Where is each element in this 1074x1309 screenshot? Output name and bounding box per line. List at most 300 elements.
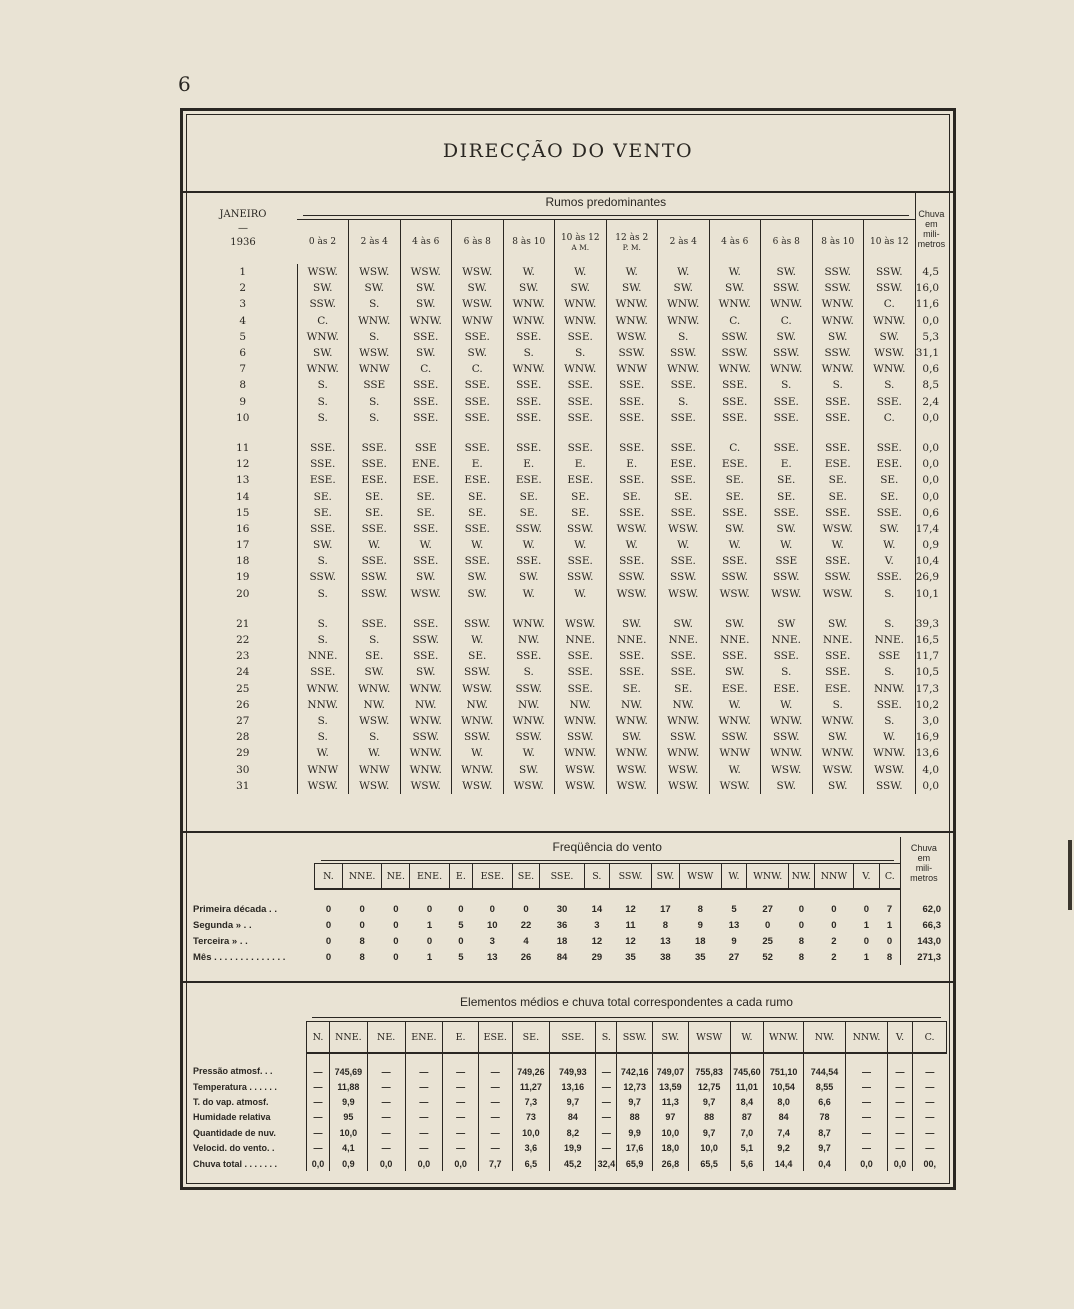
- direction-cell: SSE.: [452, 410, 504, 426]
- direction-cell: SW.: [297, 345, 349, 361]
- direction-cell: SSW.: [503, 681, 555, 697]
- direction-cell: S.: [297, 632, 349, 648]
- element-cell: 8,7: [804, 1125, 846, 1140]
- direction-cell: WSW.: [812, 586, 864, 602]
- element-cell: 11,27: [512, 1079, 550, 1094]
- direction-cell: SW.: [400, 664, 452, 680]
- direction-cell: NW.: [503, 697, 555, 713]
- direction-cell: S.: [812, 377, 864, 393]
- element-cell: 0,0: [405, 1156, 443, 1171]
- direction-cell: S.: [864, 664, 916, 680]
- direction-cell: WNW.: [761, 713, 813, 729]
- gap-cell: [915, 426, 947, 440]
- element-cell: 10,0: [512, 1125, 550, 1140]
- direction-cell: SSW.: [452, 729, 504, 745]
- element-cell: 9,9: [330, 1094, 368, 1109]
- direction-column-header: SSW.: [610, 864, 652, 890]
- direction-cell: W.: [606, 264, 658, 280]
- direction-cell: W.: [864, 729, 916, 745]
- day-cell: 16: [189, 521, 297, 537]
- frequency-cell: 0: [393, 919, 399, 931]
- direction-column-header: SE.: [512, 1022, 550, 1054]
- row-label: Terceira » . .: [193, 935, 248, 947]
- table-row: [189, 729, 947, 745]
- direction-cell: SSW.: [761, 345, 813, 361]
- rain-header-line: em: [925, 218, 938, 229]
- rain-cell: 0,0: [922, 458, 940, 471]
- direction-cell: WNW.: [297, 361, 349, 377]
- group-header-elements: Elementos médios e chuva total correspondentes a cada rumo: [460, 995, 793, 1009]
- frequency-cell: 0: [458, 935, 464, 947]
- element-cell: 78: [804, 1110, 846, 1125]
- direction-cell: SSE.: [349, 553, 401, 569]
- direction-cell: SSE.: [761, 505, 813, 521]
- direction-cell: SSW.: [658, 729, 710, 745]
- direction-cell: WNW: [349, 361, 401, 377]
- direction-cell: SW.: [400, 345, 452, 361]
- direction-cell: SSE.: [606, 472, 658, 488]
- direction-cell: NW.: [452, 697, 504, 713]
- direction-cell: WSW.: [503, 778, 555, 794]
- hour-header-line: 4 às 6: [721, 237, 749, 247]
- element-cell: 10,0: [653, 1125, 689, 1140]
- direction-cell: SSE.: [606, 377, 658, 393]
- row-label: Chuva total . . . . . . .: [193, 1158, 278, 1169]
- direction-cell: WNW: [349, 761, 401, 777]
- direction-cell: WSW.: [864, 761, 916, 777]
- hour-column-header: [297, 220, 349, 265]
- rain-cell: 3,0: [922, 714, 940, 727]
- direction-cell: ENE.: [400, 456, 452, 472]
- direction-cell: SSE.: [555, 394, 607, 410]
- direction-cell: S.: [297, 410, 349, 426]
- direction-cell: SSW.: [555, 569, 607, 585]
- direction-cell: C.: [761, 313, 813, 329]
- element-cell: 9,7: [688, 1125, 730, 1140]
- direction-cell: SSE: [864, 648, 916, 664]
- day-cell: 14: [189, 488, 297, 504]
- day-cell: 8: [189, 377, 297, 393]
- direction-cell: WNW.: [606, 713, 658, 729]
- day-cell: 26: [189, 697, 297, 713]
- direction-column-header: N.: [306, 1022, 329, 1054]
- direction-cell: WSW.: [658, 521, 710, 537]
- group-brace: [297, 211, 915, 220]
- direction-cell: SW.: [452, 345, 504, 361]
- direction-cell: SW.: [812, 778, 864, 794]
- direction-cell: SSW.: [606, 345, 658, 361]
- element-cell: —: [846, 1079, 888, 1094]
- direction-cell: SSW.: [297, 569, 349, 585]
- blank-corner: [189, 991, 306, 1013]
- direction-cell: SSW.: [658, 345, 710, 361]
- element-cell: —: [596, 1110, 617, 1125]
- day-cell: 6: [189, 345, 297, 361]
- hour-column-header: [349, 220, 401, 265]
- direction-cell: SSE.: [400, 410, 452, 426]
- row-label: Temperatura . . . . . .: [193, 1081, 277, 1092]
- rain-cell: 16,0: [915, 282, 940, 295]
- frequency-cell: 27: [728, 951, 740, 963]
- element-cell: —: [913, 1094, 947, 1109]
- day-cell: 2: [189, 280, 297, 296]
- direction-cell: SSE.: [606, 394, 658, 410]
- direction-cell: SE.: [606, 681, 658, 697]
- blank-corner: [189, 1013, 306, 1022]
- frequency-cell: 12: [625, 904, 636, 915]
- direction-cell: SSE.: [555, 681, 607, 697]
- direction-column-header: V.: [887, 1022, 912, 1054]
- direction-cell: S.: [864, 713, 916, 729]
- element-cell: 0,0: [846, 1156, 888, 1171]
- direction-cell: WNW.: [503, 616, 555, 632]
- table-row: [189, 410, 947, 426]
- direction-column-header: N.: [315, 864, 343, 890]
- element-cell: 9,7: [617, 1094, 653, 1109]
- element-cell: —: [443, 1141, 479, 1156]
- direction-cell: WSW.: [812, 521, 864, 537]
- element-cell: 11,01: [730, 1079, 764, 1094]
- direction-cell: SSW.: [400, 729, 452, 745]
- element-cell: —: [913, 1141, 947, 1156]
- direction-cell: W.: [709, 697, 761, 713]
- direction-cell: SSE.: [606, 505, 658, 521]
- hour-header-line: 10 às 12: [869, 237, 909, 247]
- direction-cell: WSW.: [555, 616, 607, 632]
- rain-cell: 0,0: [922, 474, 940, 487]
- direction-cell: WSW.: [606, 761, 658, 777]
- element-cell: 742,16: [617, 1053, 653, 1079]
- direction-cell: SSE.: [400, 616, 452, 632]
- frequency-cell: 2: [831, 935, 837, 947]
- element-cell: 65,5: [688, 1156, 730, 1171]
- direction-cell: WNW.: [349, 313, 401, 329]
- frequency-cell: 0: [393, 935, 399, 947]
- direction-cell: SSW.: [658, 569, 710, 585]
- direction-cell: SSE.: [812, 505, 864, 521]
- element-cell: 00,: [913, 1156, 947, 1171]
- direction-cell: S.: [761, 664, 813, 680]
- element-cell: —: [405, 1079, 443, 1094]
- page-title: DIRECÇÃO DO VENTO: [183, 111, 953, 193]
- row-label: T. do vap. atmosf.: [193, 1097, 269, 1108]
- table-row: [189, 889, 947, 917]
- direction-cell: SSW.: [349, 586, 401, 602]
- table-row: [189, 1110, 947, 1125]
- direction-cell: WSW.: [761, 586, 813, 602]
- direction-cell: WSW.: [812, 761, 864, 777]
- direction-cell: WNW.: [606, 313, 658, 329]
- direction-cell: SE.: [503, 505, 555, 521]
- element-cell: —: [887, 1141, 912, 1156]
- day-cell: 9: [189, 394, 297, 410]
- rain-cell: 4,5: [922, 266, 940, 279]
- decade-gap: [189, 602, 947, 616]
- direction-cell: ESE.: [503, 472, 555, 488]
- frequency-cell: 0: [863, 904, 870, 915]
- direction-cell: SSE.: [709, 553, 761, 569]
- direction-cell: SW.: [658, 616, 710, 632]
- direction-cell: SSW.: [297, 296, 349, 312]
- direction-cell: W.: [503, 745, 555, 761]
- direction-cell: SSE.: [349, 521, 401, 537]
- direction-cell: W.: [349, 537, 401, 553]
- element-cell: —: [596, 1141, 617, 1156]
- direction-cell: S.: [297, 713, 349, 729]
- element-cell: 9,7: [804, 1141, 846, 1156]
- direction-cell: W.: [709, 264, 761, 280]
- direction-cell: SSE.: [709, 394, 761, 410]
- element-cell: —: [478, 1125, 512, 1140]
- direction-cell: SSE.: [606, 410, 658, 426]
- direction-cell: S.: [349, 729, 401, 745]
- direction-cell: C.: [400, 361, 452, 377]
- frequency-cell: 14: [591, 904, 603, 915]
- table-row: [189, 949, 947, 965]
- element-cell: 0,4: [804, 1156, 846, 1171]
- element-cell: 6,5: [512, 1156, 550, 1171]
- element-cell: 87: [730, 1110, 764, 1125]
- rain-cell: 17,3: [915, 682, 940, 695]
- direction-cell: SSE.: [297, 521, 349, 537]
- direction-cell: SSW.: [400, 632, 452, 648]
- direction-cell: S.: [349, 329, 401, 345]
- direction-cell: SSW.: [452, 616, 504, 632]
- direction-cell: ESE.: [555, 472, 607, 488]
- element-cell: 7,3: [512, 1094, 550, 1109]
- element-cell: 8,2: [550, 1125, 596, 1140]
- direction-cell: SE.: [349, 648, 401, 664]
- table-row: [189, 1094, 947, 1109]
- direction-cell: SSW.: [761, 729, 813, 745]
- direction-cell: SSE.: [864, 440, 916, 456]
- direction-cell: ESE.: [812, 681, 864, 697]
- frequency-cell: 9: [731, 935, 737, 947]
- direction-column-header: NNE.: [330, 1022, 368, 1054]
- direction-column-header: C.: [879, 864, 900, 890]
- rain-cell: 10,2: [915, 698, 940, 711]
- gap-cell: [606, 426, 658, 440]
- element-cell: —: [846, 1053, 888, 1079]
- element-cell: 26,8: [653, 1156, 689, 1171]
- element-cell: —: [443, 1053, 479, 1079]
- direction-cell: WNW.: [452, 713, 504, 729]
- direction-cell: C.: [452, 361, 504, 377]
- predominant-directions-table: [189, 193, 947, 794]
- direction-cell: SSE.: [812, 664, 864, 680]
- direction-cell: SSW.: [709, 329, 761, 345]
- direction-cell: W.: [658, 264, 710, 280]
- hour-column-header: [864, 220, 916, 265]
- rain-header-line: mili-: [915, 863, 933, 873]
- direction-cell: WNW.: [709, 361, 761, 377]
- direction-cell: SW.: [761, 778, 813, 794]
- day-cell: 27: [189, 713, 297, 729]
- gap-cell: [658, 602, 710, 616]
- rain-cell: 2,4: [922, 395, 940, 408]
- direction-cell: NNE.: [555, 632, 607, 648]
- direction-cell: SSE.: [658, 553, 710, 569]
- rain-cell: 0,0: [922, 441, 940, 454]
- frequency-cell: 52: [762, 951, 773, 963]
- frequency-cell: 0: [426, 904, 433, 915]
- day-cell: 20: [189, 586, 297, 602]
- element-cell: —: [405, 1125, 443, 1140]
- direction-column-header: V.: [854, 864, 880, 890]
- frequency-cell: 3: [594, 919, 600, 931]
- gap-cell: [555, 426, 607, 440]
- direction-cell: WNW.: [606, 745, 658, 761]
- element-cell: 745,69: [330, 1053, 368, 1079]
- direction-cell: SW.: [761, 521, 813, 537]
- direction-cell: WSW.: [658, 778, 710, 794]
- direction-cell: ESE.: [709, 456, 761, 472]
- direction-cell: WNW.: [452, 761, 504, 777]
- direction-cell: SW.: [400, 296, 452, 312]
- direction-cell: WNW.: [658, 313, 710, 329]
- element-cell: —: [887, 1053, 912, 1079]
- rain-cell: 0,0: [922, 779, 940, 792]
- direction-cell: SSE.: [503, 553, 555, 569]
- frequency-cell: 0: [523, 904, 529, 915]
- frequency-cell: 0: [325, 904, 332, 915]
- rain-cell: 11,7: [915, 650, 940, 663]
- frequency-cell: 8: [798, 951, 804, 963]
- rain-cell: 0,0: [922, 314, 940, 327]
- direction-cell: NW.: [349, 697, 401, 713]
- frequency-cell: 1: [863, 951, 870, 963]
- table-row: [189, 505, 947, 521]
- direction-cell: NNE.: [812, 632, 864, 648]
- element-cell: 9,7: [688, 1094, 730, 1109]
- direction-cell: ESE.: [812, 456, 864, 472]
- direction-column-header: ENE.: [410, 864, 450, 890]
- rain-cell: 4,0: [922, 763, 940, 776]
- year-label: 1936: [230, 236, 256, 248]
- direction-cell: SE.: [658, 681, 710, 697]
- rain-cell: 0,6: [922, 363, 940, 376]
- direction-cell: SSE.: [452, 521, 504, 537]
- direction-cell: WNW.: [400, 761, 452, 777]
- direction-cell: W.: [452, 537, 504, 553]
- element-cell: —: [913, 1053, 947, 1079]
- rain-cell: 10,4: [915, 555, 940, 568]
- month-separator: —: [238, 222, 248, 234]
- direction-column-header: S.: [584, 864, 610, 890]
- direction-cell: ESE.: [297, 472, 349, 488]
- direction-cell: SW.: [709, 521, 761, 537]
- direction-cell: WNW.: [503, 713, 555, 729]
- rain-header-line: metros: [917, 238, 946, 249]
- table-row: [189, 664, 947, 680]
- gap-cell: [606, 602, 658, 616]
- day-cell: 22: [189, 632, 297, 648]
- direction-cell: SSE.: [709, 505, 761, 521]
- frequency-cell: 27: [762, 904, 773, 915]
- gap-cell: [761, 426, 813, 440]
- direction-cell: S.: [297, 586, 349, 602]
- direction-cell: C.: [864, 296, 916, 312]
- hour-header-line: 8 às 10: [512, 237, 546, 247]
- frequency-cell: 1: [426, 919, 433, 931]
- direction-cell: S.: [864, 616, 916, 632]
- direction-cell: SSE.: [761, 440, 813, 456]
- direction-cell: NNE.: [864, 632, 916, 648]
- direction-cell: SE.: [400, 505, 452, 521]
- direction-cell: SW.: [400, 280, 452, 296]
- rain-cell: 143,0: [900, 933, 947, 949]
- gap-cell: [812, 602, 864, 616]
- direction-cell: SSW.: [812, 569, 864, 585]
- table-row: [189, 1156, 947, 1171]
- element-cell: 8,55: [804, 1079, 846, 1094]
- frequency-cell: 0: [426, 935, 433, 947]
- direction-cell: W.: [555, 264, 607, 280]
- direction-cell: WSW.: [555, 761, 607, 777]
- rain-cell: 13,6: [915, 747, 940, 760]
- direction-cell: SSE.: [400, 394, 452, 410]
- hour-header-line: 6 às 8: [463, 237, 491, 247]
- element-cell: 13,16: [550, 1079, 596, 1094]
- direction-cell: SSE.: [761, 648, 813, 664]
- direction-cell: SW.: [555, 280, 607, 296]
- day-cell: 13: [189, 472, 297, 488]
- direction-cell: S.: [658, 329, 710, 345]
- direction-cell: E.: [503, 456, 555, 472]
- element-cell: 745,60: [730, 1053, 764, 1079]
- direction-cell: NW.: [606, 697, 658, 713]
- direction-cell: SSE.: [349, 456, 401, 472]
- direction-cell: SE.: [709, 488, 761, 504]
- element-cell: 88: [688, 1110, 730, 1125]
- direction-cell: SW.: [606, 616, 658, 632]
- direction-cell: SSE.: [555, 377, 607, 393]
- rain-cell: 0,0: [922, 411, 940, 424]
- frequency-cell: 8: [359, 935, 365, 947]
- frequency-cell: 0: [863, 935, 870, 947]
- direction-cell: SE.: [709, 472, 761, 488]
- rain-header-line: Chuva: [918, 208, 945, 219]
- direction-cell: WNW.: [761, 361, 813, 377]
- month-label: JANEIRO: [219, 208, 267, 220]
- hour-column-header: [503, 220, 555, 265]
- direction-cell: W.: [555, 586, 607, 602]
- frequency-cell: 13: [486, 951, 498, 963]
- direction-cell: W.: [503, 264, 555, 280]
- rain-cell: 17,4: [915, 522, 940, 535]
- direction-cell: WNW: [452, 313, 504, 329]
- frequency-cell: 0: [798, 919, 804, 931]
- direction-cell: SSE.: [658, 505, 710, 521]
- row-label: Pressão atmosf. . .: [193, 1066, 273, 1076]
- element-cell: 749,26: [512, 1053, 550, 1079]
- direction-cell: V.: [864, 553, 916, 569]
- direction-column-header: SE.: [512, 864, 540, 890]
- element-cell: —: [887, 1094, 912, 1109]
- direction-cell: NNW.: [864, 681, 916, 697]
- direction-column-header: W.: [730, 1022, 764, 1054]
- direction-cell: SW.: [606, 729, 658, 745]
- direction-cell: WSW.: [864, 345, 916, 361]
- hour-header-line: 6 às 8: [772, 237, 800, 247]
- direction-cell: SW.: [452, 586, 504, 602]
- direction-cell: WSW.: [658, 761, 710, 777]
- direction-cell: WSW.: [606, 521, 658, 537]
- binding-edge: [1068, 840, 1072, 910]
- hour-header-line: 12 às 2: [615, 232, 649, 243]
- direction-cell: SSE.: [864, 569, 916, 585]
- rain-cell: 10,5: [915, 666, 940, 679]
